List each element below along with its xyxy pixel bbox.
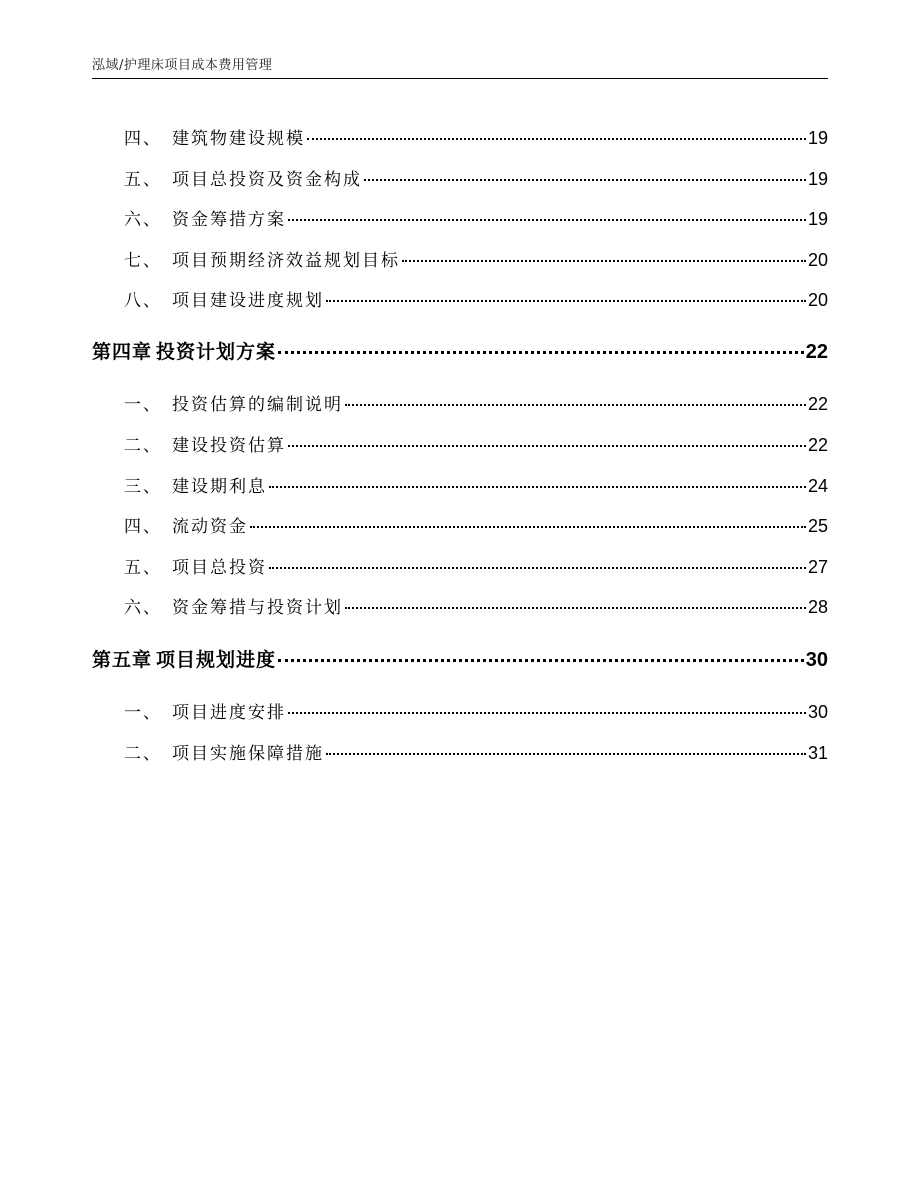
toc-entry-page: 20 [807,250,828,270]
toc-entry-number: 四、 [124,517,162,537]
dot-leader [250,526,806,528]
toc-entry[interactable] [92,739,828,764]
toc-entry[interactable] [92,553,828,578]
toc-entry-title: 项目建设进度规划 [172,291,324,311]
toc-entry-title: 项目实施保障措施 [172,744,324,764]
toc-entry-number: 一、 [124,703,162,723]
toc-entry[interactable] [92,205,828,230]
dot-leader [307,138,806,140]
dot-leader [402,260,806,262]
toc-entry-page: 31 [807,743,828,763]
toc-chapter-number: 第五章 [92,649,153,671]
toc-entry-number: 八、 [124,291,162,311]
dot-leader [288,219,806,221]
toc-entry-page: 25 [807,516,828,536]
dot-leader [364,179,806,181]
toc-entry[interactable] [92,472,828,497]
toc-entry-title: 投资估算的编制说明 [172,395,343,415]
toc-entry-title: 建设期利息 [172,477,267,497]
dot-leader [288,712,806,714]
toc-entry-title: 资金筹措与投资计划 [172,598,343,618]
toc-entry-page: 19 [807,169,828,189]
toc-entry-page: 30 [807,702,828,722]
toc-entry-page: 20 [807,290,828,310]
toc-entry-page: 28 [807,597,828,617]
header-divider [92,78,828,79]
toc-entry[interactable] [92,246,828,271]
toc-entry-page: 24 [807,476,828,496]
toc-entry-number: 五、 [124,558,162,578]
toc-entry-number: 四、 [124,129,162,149]
toc-entry-number: 二、 [124,744,162,764]
toc-chapter-page: 22 [805,341,828,363]
toc-entry[interactable] [92,165,828,190]
toc-entry-number: 六、 [124,210,162,230]
dot-leader [278,659,804,662]
toc-entry-title: 项目总投资 [172,558,267,578]
toc-entry-title: 项目预期经济效益规划目标 [172,251,400,271]
toc-entry-number: 二、 [124,436,162,456]
toc-entry-page: 19 [807,209,828,229]
dot-leader [345,404,806,406]
toc-entry-number: 一、 [124,395,162,415]
toc-chapter-page: 30 [805,649,828,671]
toc-entry-page: 27 [807,557,828,577]
toc-entry-number: 七、 [124,251,162,271]
toc-entry-title: 流动资金 [172,517,248,537]
toc-entry-number: 三、 [124,477,162,497]
toc-entry[interactable] [92,286,828,311]
toc-entry-number: 六、 [124,598,162,618]
dot-leader [269,567,806,569]
toc-entry-page: 22 [807,435,828,455]
dot-leader [345,607,806,609]
toc-entry[interactable] [92,124,828,149]
toc-entry[interactable] [92,698,828,723]
toc-entry-page: 22 [807,394,828,414]
toc-entry[interactable] [92,431,828,456]
toc-entry-title: 项目进度安排 [172,703,286,723]
toc-entry[interactable] [92,512,828,537]
running-header: 泓域/护理床项目成本费用管理 [92,58,273,73]
toc-entry-page: 19 [807,128,828,148]
toc-chapter[interactable] [92,645,828,672]
dot-leader [278,351,804,354]
toc-entry[interactable] [92,390,828,415]
toc-entry-title: 资金筹措方案 [172,210,286,230]
toc-entry-title: 建筑物建设规模 [172,129,305,149]
toc-entry-title: 项目总投资及资金构成 [172,170,362,190]
toc-chapter-title: 投资计划方案 [156,341,277,363]
toc-entry[interactable] [92,593,828,618]
toc-chapter[interactable] [92,337,828,364]
dot-leader [326,753,806,755]
toc-chapter-title: 项目规划进度 [156,649,277,671]
toc-chapter-number: 第四章 [92,341,153,363]
toc-entry-number: 五、 [124,170,162,190]
toc-entry-title: 建设投资估算 [172,436,286,456]
dot-leader [288,445,806,447]
dot-leader [269,486,806,488]
dot-leader [326,300,806,302]
